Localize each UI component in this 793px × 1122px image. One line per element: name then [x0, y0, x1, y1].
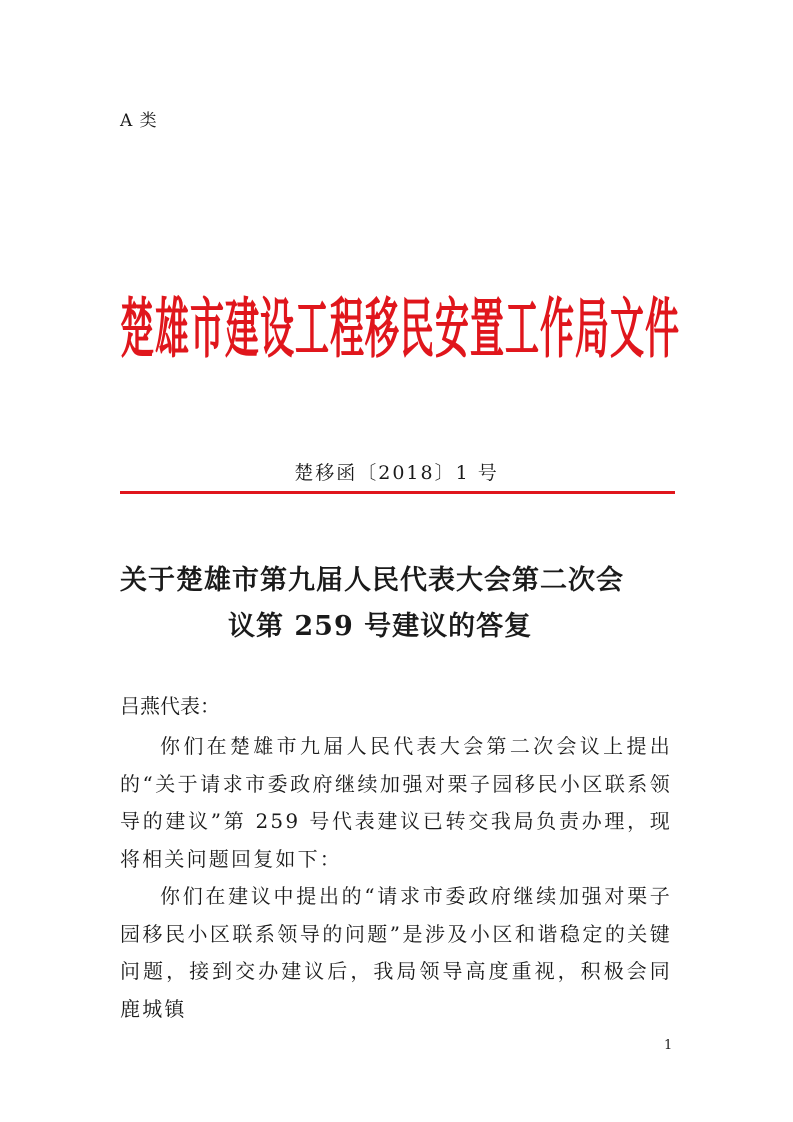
title-line-2: 议第 259 号建议的答复 [228, 611, 533, 642]
document-body [120, 728, 672, 1028]
document-number: 楚移函〔2018〕1 号 [294, 462, 499, 484]
letterhead-title: 楚雄市建设工程移民安置工作局文件 [120, 291, 680, 368]
red-divider-line [120, 491, 675, 494]
body-paragraph-1: 你们在楚雄市九届人民代表大会第二次会议上提出的“关于请求市委政府继续加强对栗子园移民小区联系领导的建议”第 259 号代表建议已转交我局负责办理，现将相关问题回复如下： [120, 734, 672, 871]
document-category: A 类 [120, 111, 158, 131]
document-title [120, 558, 680, 650]
salutation: 吕燕代表： [120, 694, 220, 718]
page-number: 1 [664, 1038, 673, 1053]
body-paragraph-2: 你们在建议中提出的“请求市委政府继续加强对栗子园移民小区联系领导的问题”是涉及小区和谐稳定的关键问题，接到交办建议后，我局领导高度重视，积极会同鹿城镇 [120, 884, 672, 1021]
letterhead [120, 268, 680, 378]
title-line-1: 关于楚雄市第九届人民代表大会第二次会 [120, 565, 624, 596]
